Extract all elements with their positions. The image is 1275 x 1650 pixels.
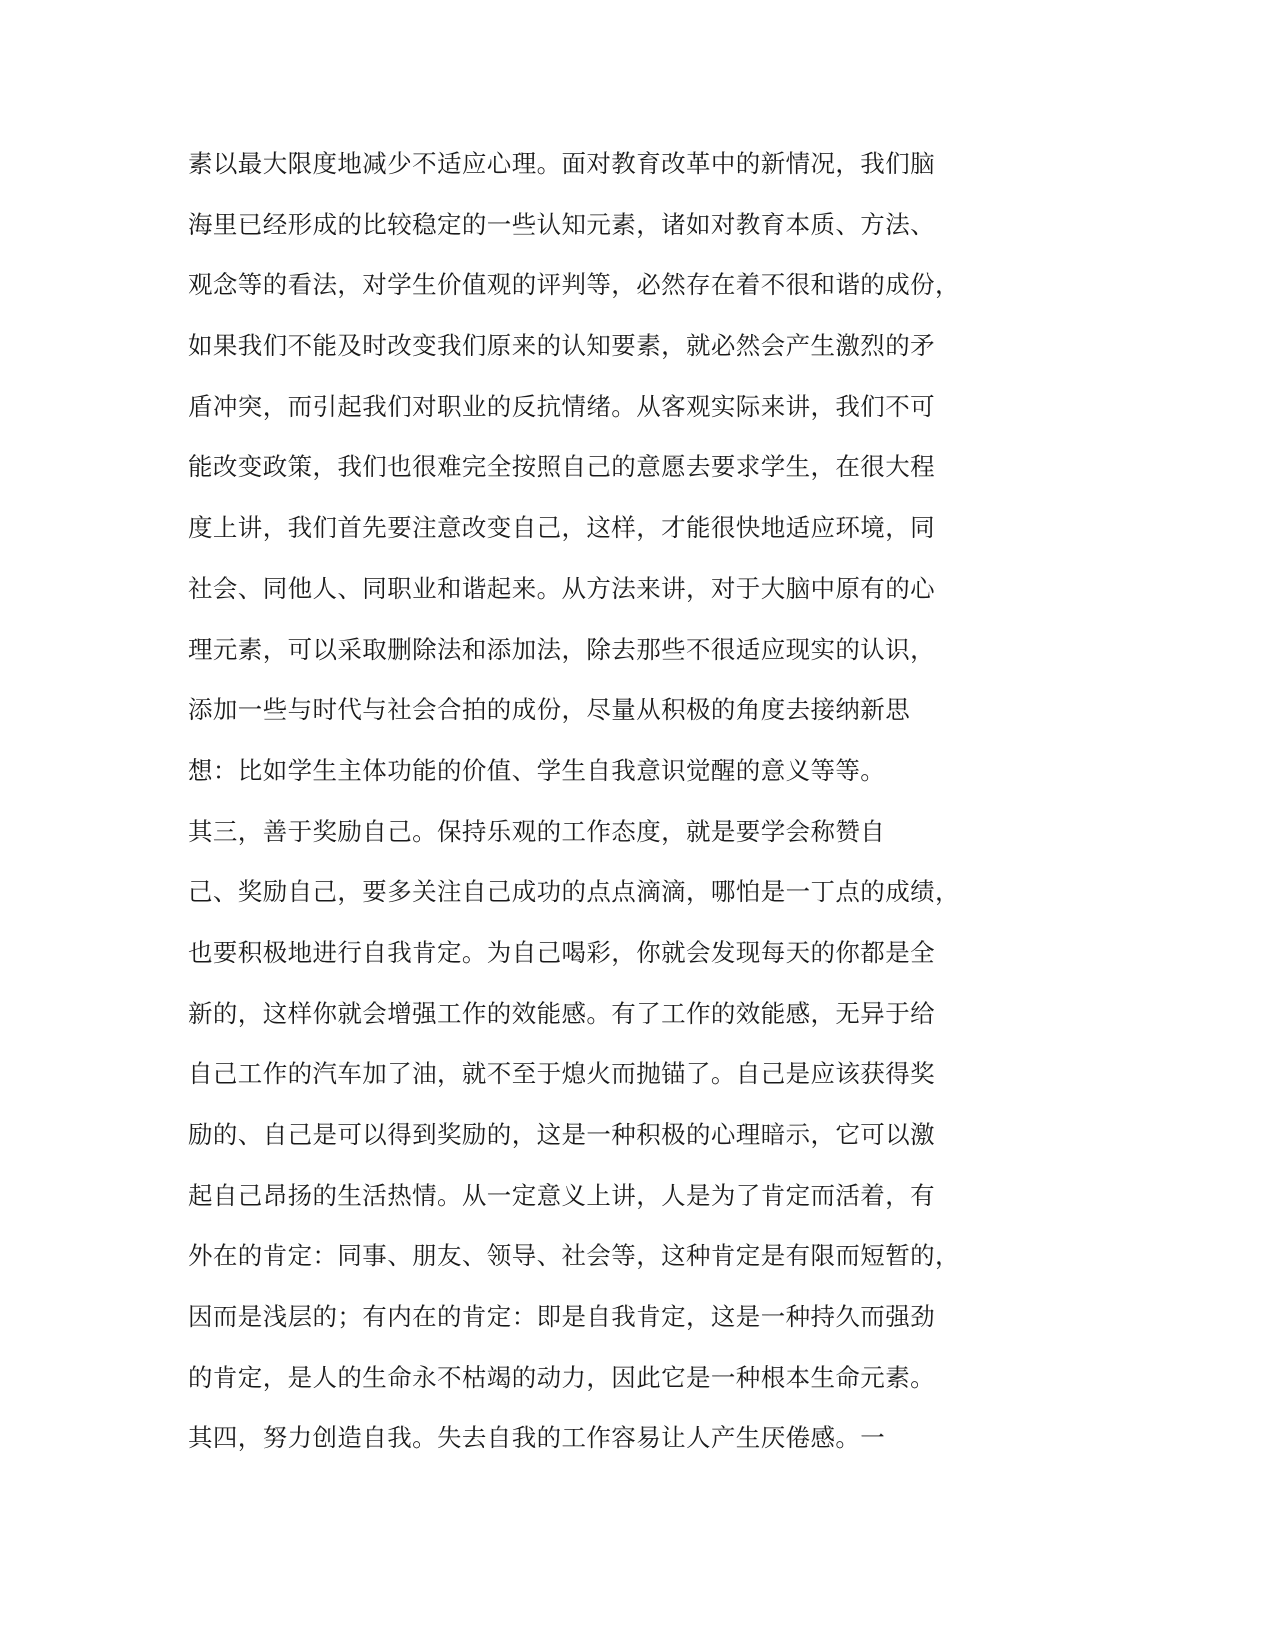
section-heading-line: 其三，善于奖励自己。保持乐观的工作态度，就是要学会称赞自 (188, 816, 886, 846)
text-line: 理元素，可以采取删除法和添加法，除去那些不很适应现实的认识， (188, 634, 935, 664)
text-line: 社会、同他人、同职业和谐起来。从方法来讲，对于大脑中原有的心 (188, 573, 935, 603)
text-line: 添加一些与时代与社会合拍的成份，尽量从积极的角度去接纳新思 (188, 695, 911, 725)
text-line: 度上讲，我们首先要注意改变自己，这样，才能很快地适应环境，同 (188, 513, 935, 543)
body-text (188, 134, 968, 1469)
text-line: 如果我们不能及时改变我们原来的认知要素，就必然会产生激烈的矛 (188, 331, 935, 361)
text-line: 素以最大限度地减少不适应心理。面对教育改革中的新情况，我们脑 (188, 149, 935, 178)
text-line: 己、奖励自己，要多关注自己成功的点点滴滴，哪怕是一丁点的成绩， (188, 877, 960, 907)
text-line: 的肯定，是人的生命永不枯竭的动力，因此它是一种根本生命元素。 (188, 1362, 935, 1392)
text-line: 励的、自己是可以得到奖励的，这是一种积极的心理暗示，它可以激 (188, 1120, 935, 1149)
text-line: 海里已经形成的比较稳定的一些认知元素，诸如对教育本质、方法、 (188, 209, 935, 239)
text-line: 也要积极地进行自我肯定。为自己喝彩，你就会发现每天的你都是全 (188, 937, 935, 967)
text-line: 新的，这样你就会增强工作的效能感。有了工作的效能感，无异于给 (188, 998, 935, 1028)
text-line: 想：比如学生主体功能的价值、学生自我意识觉醒的意义等等。 (188, 755, 886, 785)
text-line: 因而是浅层的；有内在的肯定：即是自我肯定，这是一种持久而强劲 (188, 1302, 935, 1332)
section-heading-line: 其四，努力创造自我。失去自我的工作容易让人产生厌倦感。一 (188, 1423, 886, 1453)
text-line: 外在的肯定：同事、朋友、领导、社会等，这种肯定是有限而短暂的， (188, 1241, 960, 1271)
text-line: 起自己昂扬的生活热情。从一定意义上讲，人是为了肯定而活着，有 (188, 1180, 935, 1210)
text-line: 能改变政策，我们也很难完全按照自己的意愿去要求学生，在很大程 (188, 452, 935, 482)
text-line: 观念等的看法，对学生价值观的评判等，必然存在着不很和谐的成份， (188, 270, 960, 300)
text-line: 盾冲突，而引起我们对职业的反抗情绪。从客观实际来讲，我们不可 (188, 391, 935, 421)
text-line: 自己工作的汽车加了油，就不至于熄火而抛锚了。自己是应该获得奖 (188, 1059, 935, 1089)
